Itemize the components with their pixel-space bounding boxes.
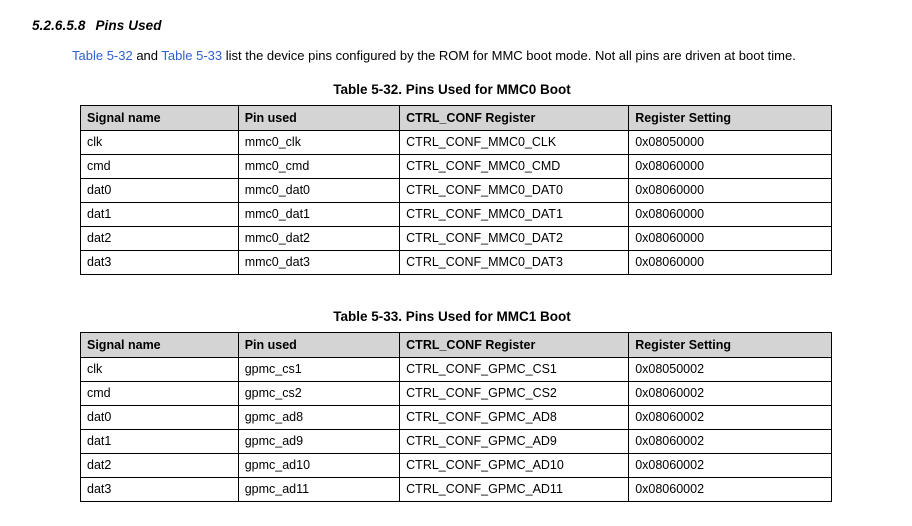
table-row — [81, 430, 832, 454]
column-header-pin-used: Pin used — [238, 333, 399, 358]
cell-register-setting: 0x08060000 — [629, 179, 832, 203]
table-row — [81, 155, 832, 179]
cell-signal-name: dat1 — [81, 203, 239, 227]
cell-pin-used: mmc0_dat2 — [238, 227, 399, 251]
table-row — [81, 179, 832, 203]
cell-ctrl-conf-register: CTRL_CONF_MMC0_DAT0 — [400, 179, 629, 203]
cell-ctrl-conf-register: CTRL_CONF_MMC0_DAT3 — [400, 251, 629, 275]
table-header-row — [81, 333, 832, 358]
cell-ctrl-conf-register: CTRL_CONF_GPMC_CS2 — [400, 382, 629, 406]
intro-text-end: list the device pins configured by the ROM for MMC boot mode. Not all pins are driven at boot time. — [222, 48, 796, 63]
cell-pin-used: mmc0_dat0 — [238, 179, 399, 203]
cell-pin-used: gpmc_ad9 — [238, 430, 399, 454]
column-header-signal-name: Signal name — [81, 106, 239, 131]
cell-signal-name: cmd — [81, 382, 239, 406]
section-heading — [32, 18, 872, 33]
column-header-ctrl-conf-register: CTRL_CONF Register — [400, 106, 629, 131]
section-spacer — [32, 275, 872, 309]
table-container-mmc1 — [80, 332, 832, 502]
cell-signal-name: dat2 — [81, 454, 239, 478]
table-row — [81, 203, 832, 227]
cell-register-setting: 0x08050000 — [629, 131, 832, 155]
intro-paragraph — [72, 47, 872, 64]
cell-pin-used: gpmc_ad11 — [238, 478, 399, 502]
cell-signal-name: dat2 — [81, 227, 239, 251]
cell-pin-used: gpmc_cs1 — [238, 358, 399, 382]
cell-ctrl-conf-register: CTRL_CONF_GPMC_AD10 — [400, 454, 629, 478]
cell-register-setting: 0x08060002 — [629, 382, 832, 406]
intro-text-mid: and — [132, 48, 162, 63]
cell-signal-name: dat0 — [81, 406, 239, 430]
cell-signal-name: dat0 — [81, 179, 239, 203]
cell-pin-used: mmc0_cmd — [238, 155, 399, 179]
cell-pin-used: gpmc_ad8 — [238, 406, 399, 430]
table-header-row — [81, 106, 832, 131]
cell-signal-name: clk — [81, 358, 239, 382]
table-row — [81, 478, 832, 502]
cell-ctrl-conf-register: CTRL_CONF_GPMC_AD11 — [400, 478, 629, 502]
cell-register-setting: 0x08050002 — [629, 358, 832, 382]
cell-pin-used: mmc0_dat3 — [238, 251, 399, 275]
cell-register-setting: 0x08060000 — [629, 227, 832, 251]
cell-register-setting: 0x08060002 — [629, 430, 832, 454]
pins-table-mmc1 — [80, 332, 832, 502]
cell-ctrl-conf-register: CTRL_CONF_MMC0_DAT1 — [400, 203, 629, 227]
table-caption-mmc1: Table 5-33. Pins Used for MMC1 Boot — [333, 309, 571, 324]
table-row — [81, 227, 832, 251]
column-header-register-setting: Register Setting — [629, 333, 832, 358]
cell-register-setting: 0x08060000 — [629, 155, 832, 179]
table-row — [81, 454, 832, 478]
column-header-signal-name: Signal name — [81, 333, 239, 358]
column-header-ctrl-conf-register: CTRL_CONF Register — [400, 333, 629, 358]
table-row — [81, 406, 832, 430]
cell-pin-used: mmc0_clk — [238, 131, 399, 155]
cell-pin-used: mmc0_dat1 — [238, 203, 399, 227]
table-row — [81, 382, 832, 406]
cell-signal-name: clk — [81, 131, 239, 155]
section-title: Pins Used — [95, 18, 162, 33]
cell-signal-name: cmd — [81, 155, 239, 179]
cell-pin-used: gpmc_ad10 — [238, 454, 399, 478]
cell-pin-used: gpmc_cs2 — [238, 382, 399, 406]
table-row — [81, 251, 832, 275]
cell-signal-name: dat3 — [81, 251, 239, 275]
cell-ctrl-conf-register: CTRL_CONF_MMC0_CMD — [400, 155, 629, 179]
column-header-register-setting: Register Setting — [629, 106, 832, 131]
cell-register-setting: 0x08060000 — [629, 203, 832, 227]
cell-signal-name: dat1 — [81, 430, 239, 454]
cell-signal-name: dat3 — [81, 478, 239, 502]
table-5-33-link[interactable]: Table 5-33 — [161, 48, 223, 63]
table-5-32-link[interactable]: Table 5-32 — [72, 48, 133, 63]
table-row — [81, 131, 832, 155]
column-header-pin-used: Pin used — [238, 106, 399, 131]
cell-register-setting: 0x08060002 — [629, 406, 832, 430]
cell-register-setting: 0x08060002 — [629, 454, 832, 478]
cell-ctrl-conf-register: CTRL_CONF_GPMC_AD8 — [400, 406, 629, 430]
cell-ctrl-conf-register: CTRL_CONF_GPMC_AD9 — [400, 430, 629, 454]
section-number: 5.2.6.5.8 — [32, 18, 86, 33]
table-row — [81, 358, 832, 382]
cell-register-setting: 0x08060002 — [629, 478, 832, 502]
table-container-mmc0 — [80, 105, 832, 275]
cell-ctrl-conf-register: CTRL_CONF_MMC0_CLK — [400, 131, 629, 155]
pins-table-mmc0 — [80, 105, 832, 275]
cell-ctrl-conf-register: CTRL_CONF_GPMC_CS1 — [400, 358, 629, 382]
table-caption-mmc0: Table 5-32. Pins Used for MMC0 Boot — [333, 82, 571, 97]
cell-register-setting: 0x08060000 — [629, 251, 832, 275]
cell-ctrl-conf-register: CTRL_CONF_MMC0_DAT2 — [400, 227, 629, 251]
